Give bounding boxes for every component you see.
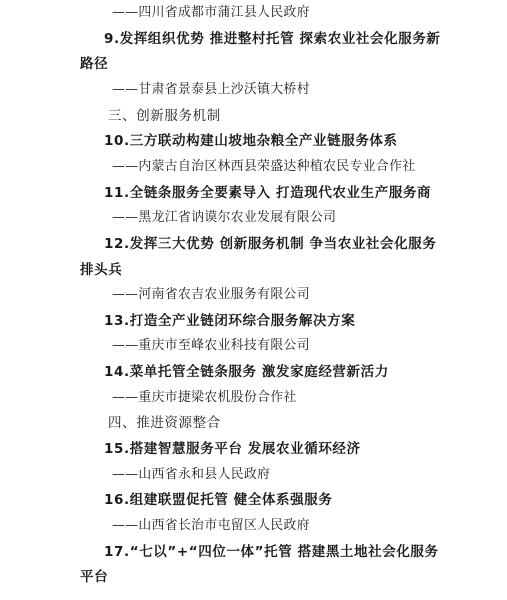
- item-title: 12.发挥三大优势 创新服务机制 争当农业社会化服务: [104, 236, 437, 252]
- item-title-continuation: 排头兵: [80, 262, 123, 278]
- item-title: 16.组建联盟促托管 健全体系强服务: [104, 492, 333, 508]
- item-title: 11.全链条服务全要素导入 打造现代农业生产服务商: [104, 185, 432, 201]
- item-title: 17.“七以”+“四位一体”托管 搭建黑土地社会化服务: [104, 544, 439, 560]
- item-title: 10.三方联动构建山坡地杂粮全产业链服务体系: [104, 133, 398, 149]
- source-line: ——河南省农吉农业服务有限公司: [112, 287, 310, 302]
- item-title-continuation: 平台: [80, 569, 109, 585]
- source-line: ——重庆市捷梁农机股份合作社: [112, 390, 297, 405]
- source-line: ——内蒙古自治区林西县荣盛达种植农民专业合作社: [112, 159, 416, 174]
- section-heading: 三、创新服务机制: [108, 108, 221, 124]
- item-title: 13.打造全产业链闭环综合服务解决方案: [104, 313, 356, 329]
- source-line: ——重庆市至峰农业科技有限公司: [112, 338, 310, 353]
- source-line: ——四川省成都市蒲江县人民政府: [112, 5, 310, 20]
- source-line: ——甘肃省景泰县上沙沃镇大桥村: [112, 82, 310, 97]
- section-heading: 四、推进资源整合: [108, 415, 221, 431]
- item-title: 9.发挥组织优势 推进整村托管 探索农业社会化服务新: [104, 31, 441, 47]
- source-line: ——山西省长治市屯留区人民政府: [112, 518, 310, 533]
- item-title-continuation: 路径: [80, 56, 109, 72]
- item-title: 15.搭建智慧服务平台 发展农业循环经济: [104, 441, 361, 457]
- item-title: 14.菜单托管全链条服务 激发家庭经营新活力: [104, 364, 389, 380]
- source-line: ——山西省永和县人民政府: [112, 467, 271, 482]
- source-line: ——黑龙江省讷谟尔农业发展有限公司: [112, 210, 337, 225]
